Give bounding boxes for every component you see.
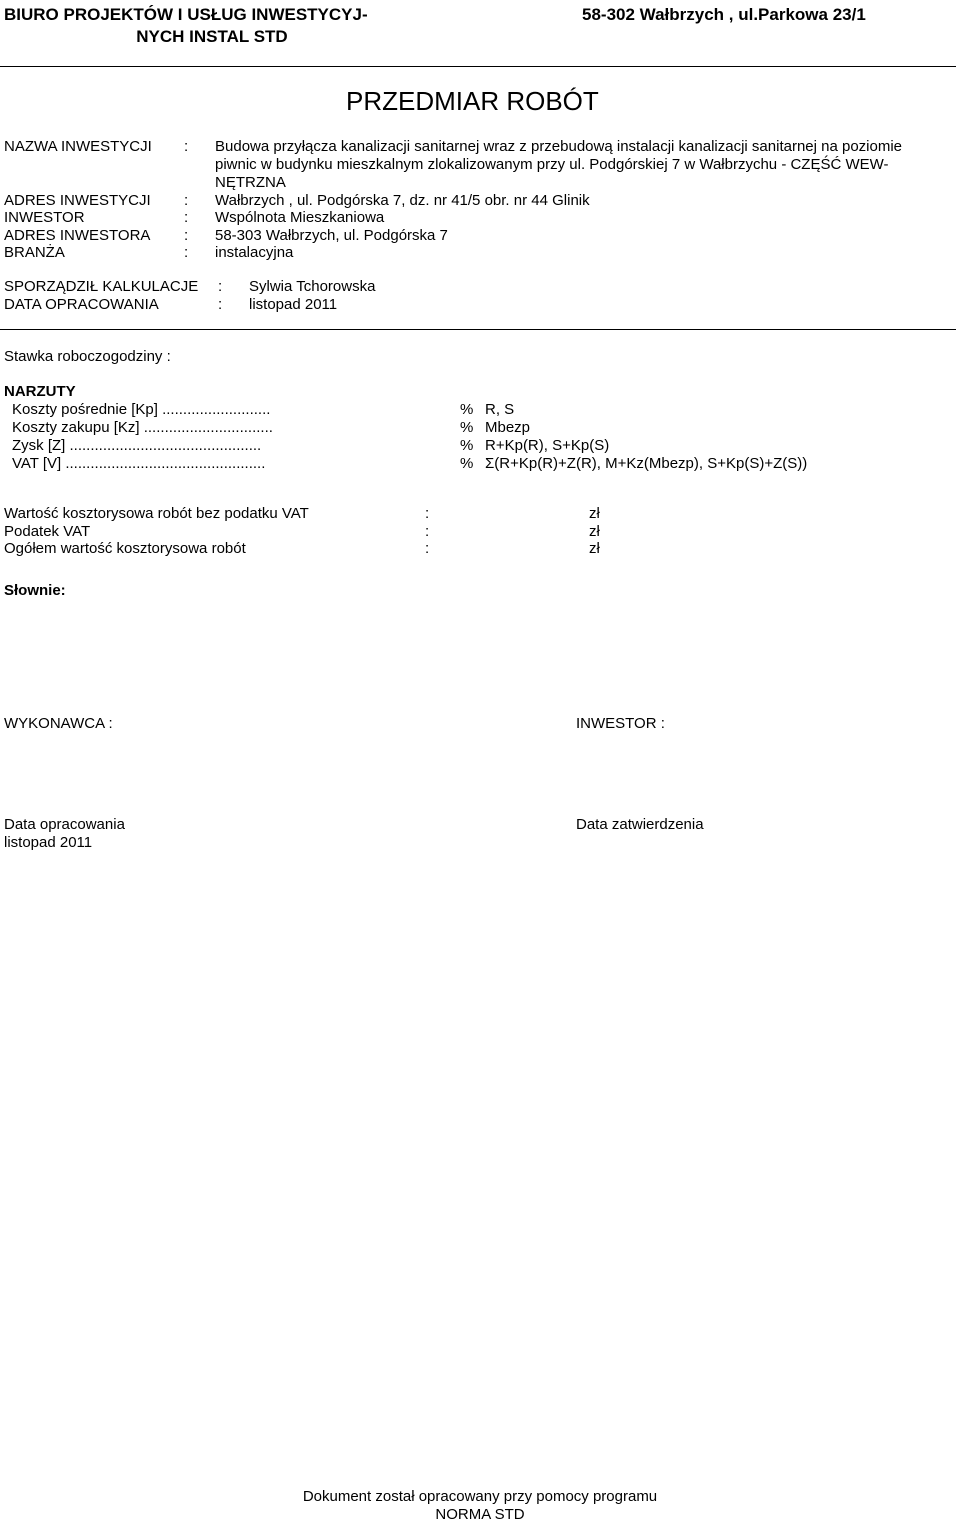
colon: :	[184, 192, 189, 209]
narzut-label-kp: Koszty pośrednie [Kp] ..........................	[12, 401, 271, 418]
colon: :	[184, 227, 189, 244]
info-divider	[0, 329, 956, 330]
data-opracowania-label: DATA OPRACOWANIA	[4, 296, 159, 313]
narzut-label-kz: Koszty zakupu [Kz] ...............................	[12, 419, 273, 436]
company-name-line1: BIURO PROJEKTÓW I USŁUG INWESTYCYJ-	[4, 5, 368, 24]
branza-label: BRANŻA	[4, 244, 65, 261]
narzut-pct: %	[460, 455, 474, 472]
colon: :	[218, 278, 223, 295]
company-address: 58-302 Wałbrzych , ul.Parkowa 23/1	[582, 5, 866, 24]
narzut-basis: R+Kp(R), S+Kp(S)	[485, 437, 610, 454]
branza-value: instalacyjna	[215, 244, 294, 261]
narzut-pct: %	[460, 437, 474, 454]
inwestor-signature-label: INWESTOR :	[576, 715, 665, 732]
data-opracowania-value: listopad 2011	[249, 296, 338, 313]
colon: :	[184, 244, 189, 261]
narzut-pct: %	[460, 401, 474, 418]
nazwa-inwestycji-value: Budowa przyłącza kanalizacji sanitarnej wraz z przebudową instalacji kanalizacji sanitarnej na poziomie piwnic w budynku mieszkalnym zlokalizowanym przy ul. Podgórskiej 7 w Wałbrzychu - CZĘŚĆ WEW-NĘTRZNA	[215, 138, 903, 191]
page-title: PRZEDMIAR ROBÓT	[346, 86, 599, 116]
summary-label: Podatek VAT	[4, 523, 91, 540]
footer-line2: NORMA STD	[435, 1506, 525, 1523]
header-divider	[0, 66, 956, 67]
currency-unit: zł	[589, 505, 600, 522]
narzut-label-vat: VAT [V] ................................................	[12, 455, 266, 472]
data-opracowania-sign-value: listopad 2011	[4, 834, 93, 851]
narzut-basis: Σ(R+Kp(R)+Z(R), M+Kz(Mbezp), S+Kp(S)+Z(S))	[485, 455, 808, 472]
colon: :	[218, 296, 223, 313]
narzuty-title: NARZUTY	[4, 383, 76, 400]
narzut-basis: R, S	[485, 401, 515, 418]
data-opracowania-sign-label: Data opracowania	[4, 816, 125, 833]
narzut-pct: %	[460, 419, 474, 436]
summary-label: Ogółem wartość kosztorysowa robót	[4, 540, 246, 557]
summary-label: Wartość kosztorysowa robót bez podatku VAT	[4, 505, 309, 522]
colon: :	[425, 523, 430, 540]
wykonawca-label: WYKONAWCA :	[4, 715, 113, 732]
colon: :	[425, 540, 430, 557]
sporzadzil-label: SPORZĄDZIŁ KALKULACJE	[4, 278, 199, 295]
adres-inwestycji-label: ADRES INWESTYCJI	[4, 192, 151, 209]
company-name-line2: NYCH INSTAL STD	[136, 27, 288, 46]
nazwa-inwestycji-label: NAZWA INWESTYCJI	[4, 138, 152, 155]
colon: :	[184, 209, 189, 226]
inwestor-value: Wspólnota Mieszkaniowa	[215, 209, 385, 226]
narzut-basis: Mbezp	[485, 419, 531, 436]
data-zatwierdzenia-label: Data zatwierdzenia	[576, 816, 704, 833]
colon: :	[425, 505, 430, 522]
stawka-label: Stawka roboczogodziny :	[4, 348, 171, 365]
adres-inwestora-value: 58-303 Wałbrzych, ul. Podgórska 7	[215, 227, 448, 244]
currency-unit: zł	[589, 540, 600, 557]
sporzadzil-value: Sylwia Tchorowska	[249, 278, 376, 295]
adres-inwestycji-value: Wałbrzych , ul. Podgórska 7, dz. nr 41/5 obr. nr 44 Glinik	[215, 192, 590, 209]
inwestor-label: INWESTOR	[4, 209, 85, 226]
adres-inwestora-label: ADRES INWESTORA	[4, 227, 151, 244]
narzut-label-z: Zysk [Z] ..............................................	[12, 437, 262, 454]
footer-line1: Dokument został opracowany przy pomocy programu	[302, 1488, 658, 1505]
slownie-label: Słownie:	[4, 582, 66, 599]
currency-unit: zł	[589, 523, 600, 540]
colon: :	[184, 138, 189, 155]
